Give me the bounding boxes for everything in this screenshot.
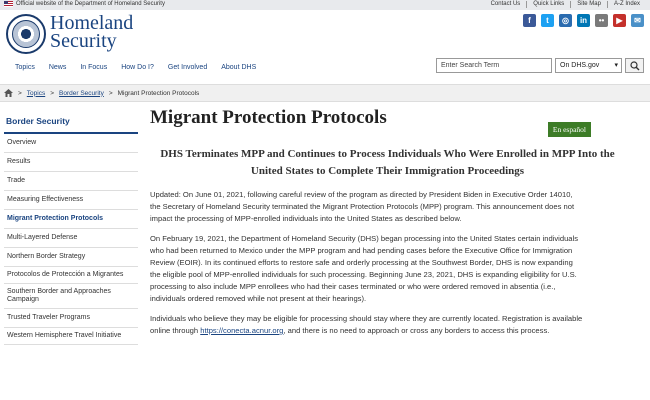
flickr-icon[interactable]: •• (595, 14, 608, 27)
nav-topics[interactable]: Topics (15, 64, 35, 71)
sidebar-item-overview[interactable]: Overview (4, 134, 138, 153)
nav-news[interactable]: News (48, 64, 67, 71)
twitter-icon[interactable]: t (541, 14, 554, 27)
main-nav (0, 58, 650, 78)
a-z-index-link[interactable]: A-Z Index (607, 1, 646, 8)
site-brand[interactable] (50, 14, 133, 50)
official-banner (0, 0, 650, 10)
instagram-icon[interactable]: ◎ (559, 14, 572, 27)
site-map-link[interactable]: Site Map (570, 1, 607, 8)
nav-in-focus[interactable]: In Focus (80, 64, 108, 71)
brand-line1: Homeland (50, 12, 134, 34)
search-scope-select[interactable]: On DHS.gov ▾ (555, 58, 622, 73)
breadcrumb-separator: > (50, 89, 55, 97)
linkedin-icon[interactable]: in (577, 14, 590, 27)
email-icon[interactable]: ✉ (631, 14, 644, 27)
site-header (0, 10, 650, 58)
sidebar-item-northern-border[interactable]: Northern Border Strategy (4, 248, 138, 267)
spanish-language-button[interactable]: En español (548, 122, 591, 137)
nav-about-dhs[interactable]: About DHS (221, 64, 257, 71)
acnur-link[interactable]: https://conecta.acnur.org (200, 326, 284, 335)
sidebar-item-southern-border[interactable]: Southern Border and Approaches Campaign (4, 284, 138, 309)
eligibility-paragraph (150, 313, 645, 337)
breadcrumb-separator: > (18, 89, 22, 97)
official-text: Official website of the Department of Homeland Security (16, 1, 165, 7)
update-paragraph: Updated: On June 01, 2021, following careful review of the program as directed by President Biden in Executive Order 14010, the Secretary of Homeland Security terminated the Migrant Protection Protocols (MPP) program. This announcement does not impact the processing of MPP-enrolled individuals into the United States as described below. (150, 190, 575, 223)
sidebar-item-protocolos[interactable]: Protocolos de Protección a Migrantes (4, 267, 138, 284)
sidebar-item-trade[interactable]: Trade (4, 172, 138, 191)
home-icon[interactable] (4, 89, 13, 97)
sidebar-title[interactable]: Border Security (4, 110, 138, 134)
social-links (523, 14, 644, 27)
breadcrumb-current: Migrant Protection Protocols (117, 89, 200, 97)
sidebar-item-trusted-traveler[interactable]: Trusted Traveler Programs (4, 309, 138, 328)
utility-links (485, 1, 646, 8)
official-notice (4, 1, 165, 7)
breadcrumb-topics[interactable]: Topics (26, 89, 46, 97)
eligibility-text-after: , and there is no need to approach or cross any borders to access this process. (283, 326, 550, 335)
sidebar-item-results[interactable]: Results (4, 153, 138, 172)
quick-links-link[interactable]: Quick Links (526, 1, 570, 8)
breadcrumb-border-security[interactable]: Border Security (59, 89, 104, 97)
nav-get-involved[interactable]: Get Involved (167, 64, 208, 71)
nav-how-do-i[interactable]: How Do I? (121, 64, 154, 71)
youtube-icon[interactable]: ▶ (613, 14, 626, 27)
processing-paragraph: On February 19, 2021, the Department of Homeland Security (DHS) began processing into the United States certain individuals who had been returned to Mexico under the MPP program and had pending cases before the Executive Office for Immigration Review (EOIR). In its continued efforts to restore safe and orderly processing at the Southwest Border, DHS is now expanding the eligible pool of MPP-enrolled individuals for such processing. Beginning June 23, 2021, DHS is expanding eligibility for U.S. processing to also include MPP enrollees who had their cases terminated or who were ordered removed in absentia (i.e., individuals ordered removed while not present at their hearings). (150, 234, 579, 303)
eligibility-text-before: Individuals who believe they may be eligible for processing should stay where they are currently located. Registration is available online through (150, 314, 583, 335)
search-input[interactable]: Enter Search Term (436, 58, 552, 73)
page-title: Migrant Protection Protocols (150, 107, 387, 128)
sidebar-item-mpp[interactable]: Migrant Protection Protocols (4, 210, 138, 229)
breadcrumb (0, 84, 650, 102)
us-flag-icon (4, 1, 13, 7)
sidebar-item-measuring-effectiveness[interactable]: Measuring Effectiveness (4, 191, 138, 210)
main-content (150, 104, 645, 345)
sidebar-item-whti[interactable]: Western Hemisphere Travel Initiative (4, 328, 138, 345)
brand-line2: Security (50, 30, 117, 52)
sidebar (4, 110, 138, 345)
sidebar-item-multi-layered-defense[interactable]: Multi-Layered Defense (4, 229, 138, 248)
page-subtitle: DHS Terminates MPP and Continues to Process Individuals Who Were Enrolled in MPP Into the United States to Complete Their Immigration Proceedings (160, 148, 615, 177)
search-button[interactable] (625, 58, 644, 73)
facebook-icon[interactable]: f (523, 14, 536, 27)
breadcrumb-separator: > (108, 89, 113, 97)
search-icon (630, 61, 640, 71)
dhs-seal-logo[interactable] (6, 14, 46, 54)
contact-us-link[interactable]: Contact Us (490, 1, 521, 7)
